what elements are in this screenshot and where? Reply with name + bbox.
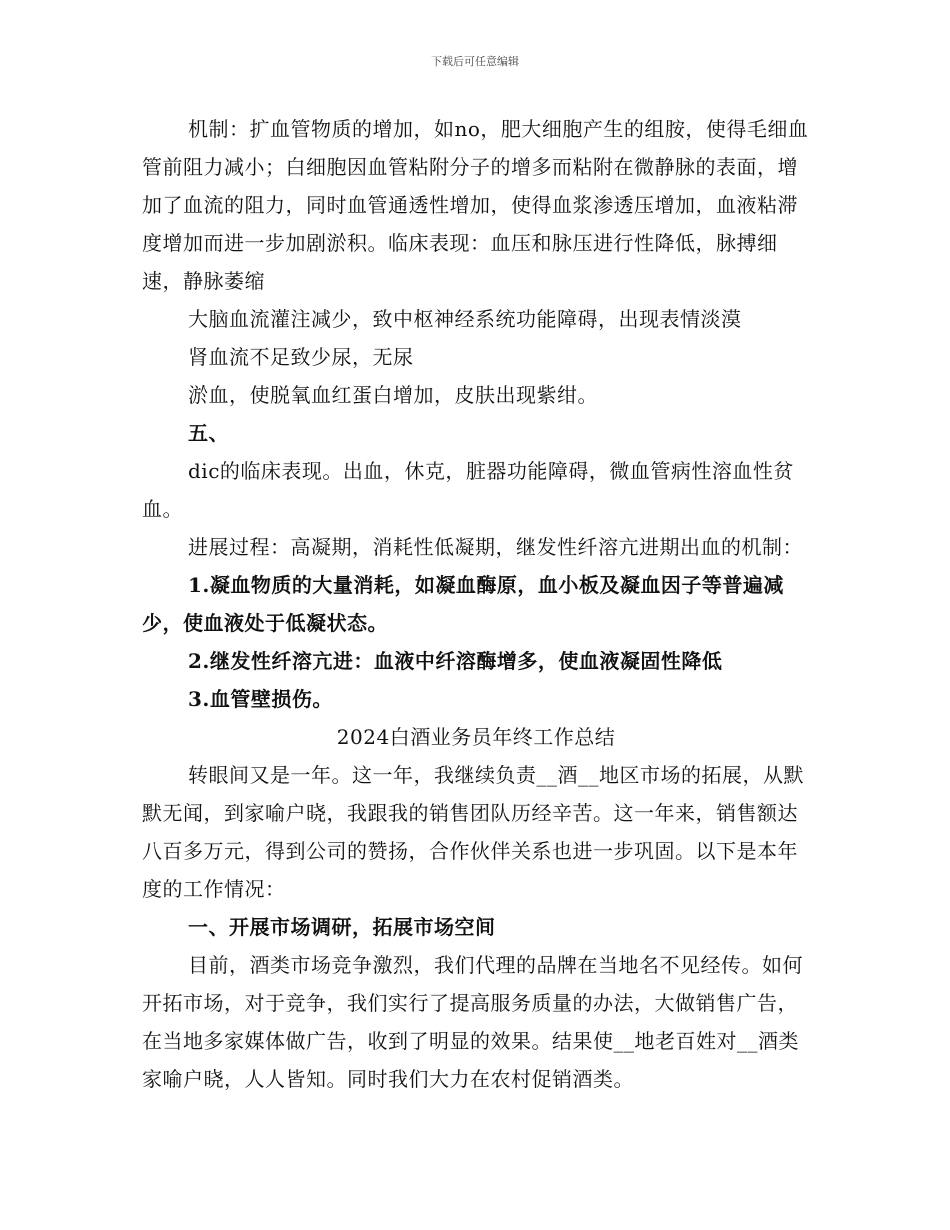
paragraph-kidney: 肾血流不足致少尿，无尿 — [188, 345, 414, 369]
paragraph-dic: dic的临床表现。出血，休克，脏器功能障碍，微血管病性溶血性贫血。 — [142, 459, 794, 521]
section-heading-one: 一、开展市场调研，拓展市场空间 — [188, 915, 496, 939]
paragraph-brain: 大脑血流灌注减少，致中枢神经系统功能障碍，出现表情淡漠 — [188, 307, 742, 331]
paragraph-mechanism: 机制：扩血管物质的增加，如no，肥大细胞产生的组胺，使得毛细血管前阻力减小；白细胞因血管粘附分子的增多而粘附在微静脉的表面，增加了血流的阻力，同时血管通透性增加，使得血浆渗透压增加，血液粘滞度增加而进一步加剧淤积。临床表现：血压和脉压进行性降低，脉搏细速，静脉萎缩 — [142, 117, 809, 293]
page-header-note: 下载后可任意编辑 — [431, 55, 519, 68]
document-title: 2024白酒业务员年终工作总结 — [336, 725, 616, 749]
document-body — [142, 110, 810, 1098]
list-item-1: 1.凝血物质的大量消耗，如凝血酶原，血小板及凝血因子等普遍减少，使血液处于低凝状态。 — [142, 573, 784, 635]
section-heading-five: 五、 — [188, 421, 229, 445]
paragraph-cyanosis: 淤血，使脱氧血红蛋白增加，皮肤出现紫绀。 — [188, 383, 598, 407]
list-item-2: 2.继发性纤溶亢进：血液中纤溶酶增多，使血液凝固性降低 — [188, 649, 723, 673]
list-item-3: 3.血管壁损伤。 — [188, 687, 333, 711]
paragraph-market: 目前，酒类市场竞争激烈，我们代理的品牌在当地名不见经传。如何开拓市场，对于竞争，我们实行了提高服务质量的办法，大做销售广告，在当地多家媒体做广告，收到了明显的效果。结果使__地老百姓对__酒类家喻户晓，人人皆知。同时我们大力在农村促销酒类。 — [142, 953, 803, 1091]
paragraph-progress: 进展过程：高凝期，消耗性低凝期，继发性纤溶亢进期出血的机制： — [188, 535, 803, 559]
paragraph-intro: 转眼间又是一年。这一年，我继续负责__酒__地区市场的拓展，从默默无闻，到家喻户晓，我跟我的销售团队历经辛苦。这一年来，销售额达八百多万元，得到公司的赞扬，合作伙伴关系也进一步巩固。以下是本年度的工作情况： — [142, 763, 804, 901]
